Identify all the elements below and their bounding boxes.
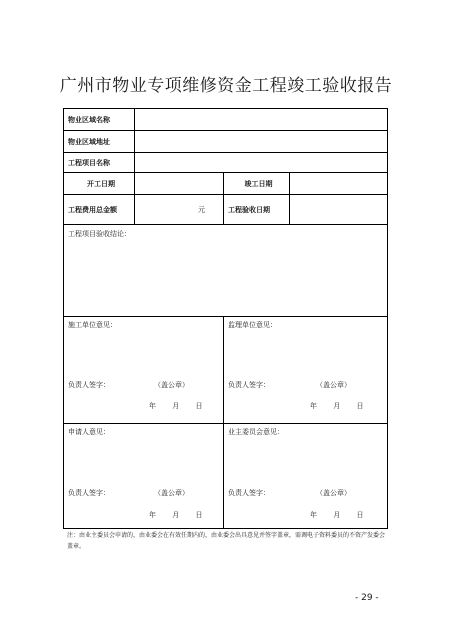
field-area-name[interactable]	[135, 109, 388, 131]
page-number: - 29 -	[355, 593, 379, 603]
supervision-opinion-box[interactable]	[224, 317, 388, 424]
conclusion-box[interactable]	[64, 225, 388, 317]
seal-label: （盖公章）	[316, 489, 351, 497]
label-area-address: 物业区域地址	[64, 131, 135, 153]
label-supervision-opinion: 监理单位意见：	[228, 321, 277, 329]
label-acceptance-date: 工程验收日期	[224, 195, 290, 225]
date-label: 年 月 日	[149, 402, 203, 410]
label-applicant-opinion: 申请人意见：	[68, 428, 110, 436]
label-owners-committee-opinion: 业主委员会意见：	[228, 428, 284, 436]
label-start-date: 开工日期	[64, 173, 135, 195]
currency-unit: 元	[198, 205, 205, 214]
label-end-date: 竣工日期	[224, 173, 290, 195]
label-area-name: 物业区域名称	[64, 109, 135, 131]
signer-label: 负责人签字：	[68, 489, 110, 497]
field-total-cost[interactable]	[135, 195, 224, 225]
field-project-name[interactable]	[135, 153, 388, 173]
date-label: 年 月 日	[149, 511, 203, 519]
date-label: 年 月 日	[310, 402, 364, 410]
owners-committee-opinion-box[interactable]	[224, 424, 388, 529]
field-acceptance-date[interactable]	[290, 195, 388, 225]
field-start-date[interactable]	[135, 173, 224, 195]
seal-label: （盖公章）	[154, 489, 189, 497]
date-label: 年 月 日	[310, 511, 364, 519]
field-area-address[interactable]	[135, 131, 388, 153]
signer-label: 负责人签字：	[68, 381, 110, 389]
acceptance-report-table	[63, 108, 388, 529]
seal-label: （盖公章）	[154, 381, 189, 389]
label-project-name: 工程项目名称	[64, 153, 135, 173]
seal-label: （盖公章）	[316, 381, 351, 389]
label-total-cost: 工程费用总金额	[64, 195, 135, 225]
footnote: 注：由业主委员会申请的，由业委会在有效任期内的，由业委会出具意见并签字盖章，需调电子资料委员的不资产发委会盖章。	[67, 532, 386, 550]
document-title: 广州市物业专项维修资金工程竣工验收报告	[59, 76, 393, 96]
construction-opinion-box[interactable]	[64, 317, 224, 424]
applicant-opinion-box[interactable]	[64, 424, 224, 529]
label-construction-opinion: 施工单位意见：	[68, 321, 117, 329]
field-end-date[interactable]	[290, 173, 388, 195]
label-conclusion: 工程项目验收结论：	[68, 230, 131, 238]
signer-label: 负责人签字：	[228, 381, 270, 389]
signer-label: 负责人签字：	[228, 489, 270, 497]
